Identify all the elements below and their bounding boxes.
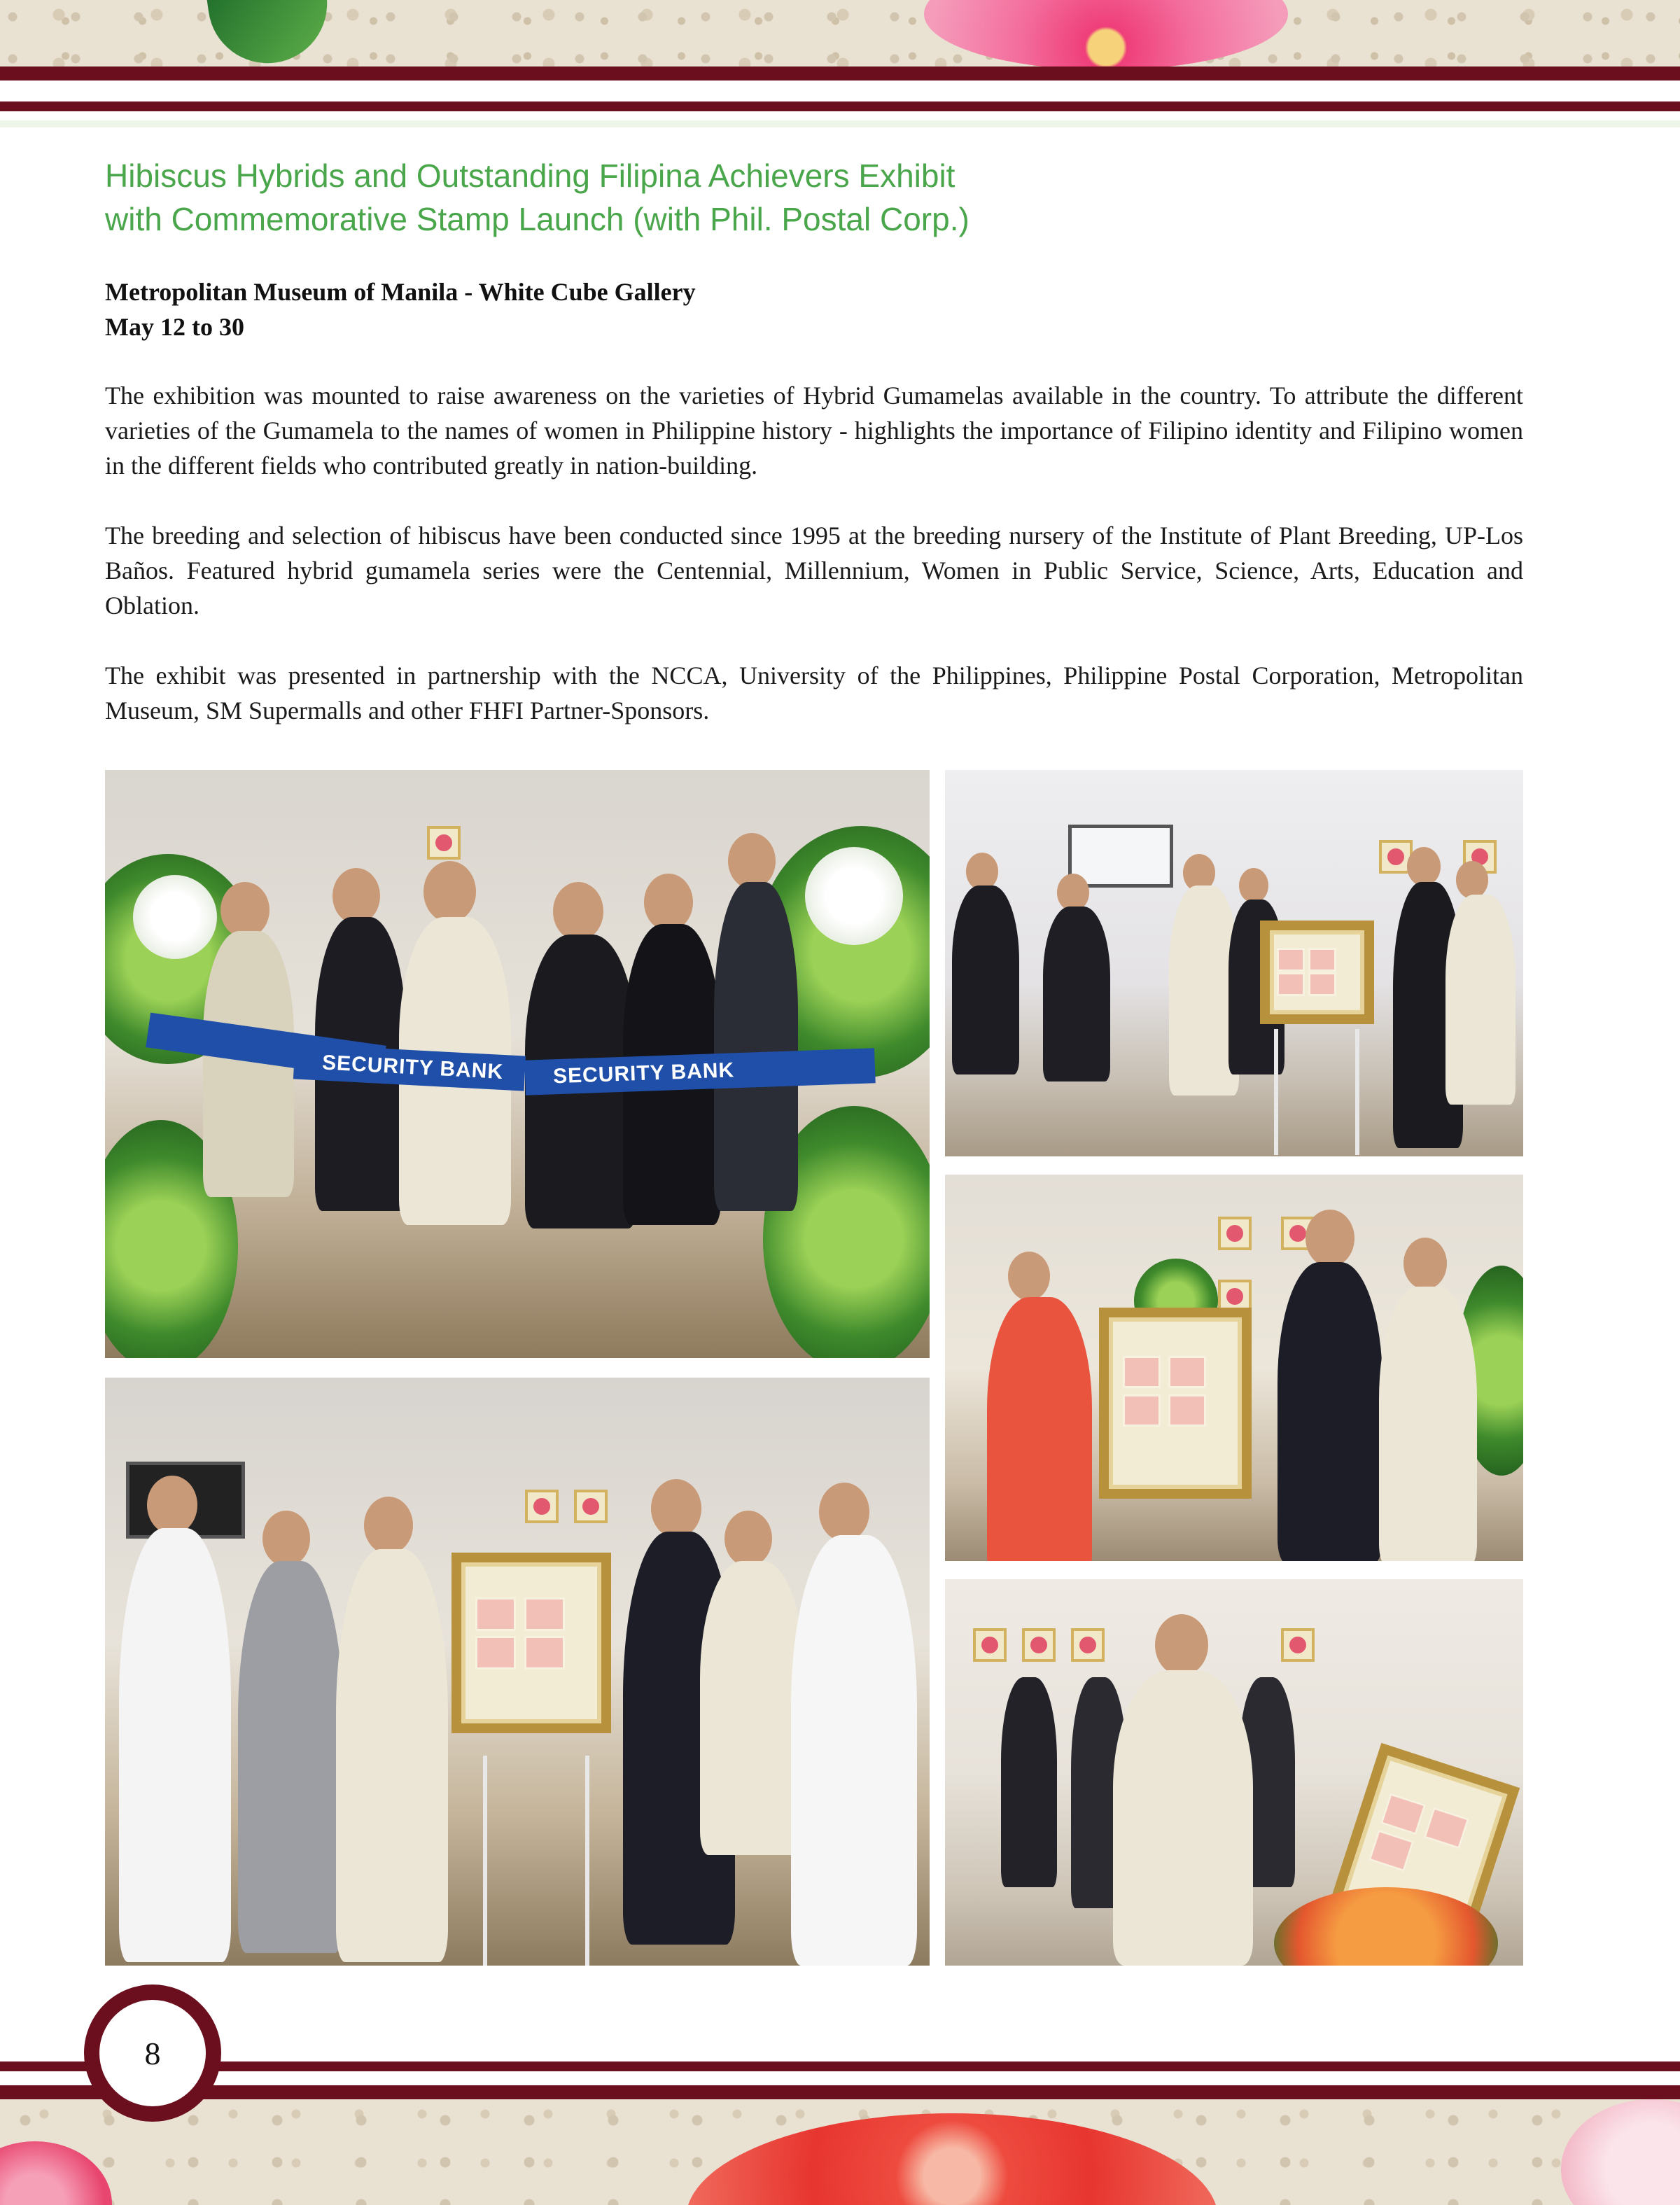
stamp: [1123, 1394, 1161, 1427]
framed-artwork: [1071, 1628, 1105, 1662]
event-details: [105, 274, 1505, 344]
person: [1001, 1677, 1057, 1887]
person-head: [364, 1497, 413, 1554]
person-head: [424, 861, 476, 923]
article-title: [105, 154, 1295, 241]
stamp: [524, 1636, 565, 1670]
stamp: [524, 1597, 565, 1631]
photo-ribbon-cutting: [105, 770, 930, 1358]
photo-speaker-interview: [945, 1579, 1523, 1966]
person-head: [819, 1483, 869, 1541]
person-head: [1456, 861, 1488, 899]
body-paragraph: The exhibit was presented in partnership with the NCCA, University of the Philippines, Philippine Postal Corporation, Metropolitan Museum, SM Supermalls and other FHFI Partner-Sponsors.: [105, 662, 1523, 724]
footer-stripe-gap: [0, 2071, 1680, 2085]
footer-stripe: [0, 2062, 1680, 2071]
person: [119, 1528, 231, 1962]
person-head: [262, 1511, 310, 1567]
white-flowers: [133, 875, 217, 959]
person-head: [1404, 1238, 1447, 1289]
person-head: [1057, 874, 1089, 911]
stamp: [1168, 1356, 1206, 1388]
stamp: [1277, 948, 1305, 972]
body-paragraph: The exhibition was mounted to raise awareness on the varieties of Hybrid Gumamelas available in the country. To attribute the different varieties of the Gumamela to the names of women in Philippine history - highlights the importance of Filipino identity and Filipino women in the different fields who contributed greatly in nation-building.: [105, 382, 1523, 479]
sponsor-ribbon: SECURITY BANK: [524, 1048, 875, 1095]
framed-stamp-sheet: [451, 1553, 611, 1733]
article-title-line-1: Hibiscus Hybrids and Outstanding Filipina Achievers Exhibit: [105, 158, 955, 194]
person-head: [1306, 1210, 1354, 1267]
person-head: [728, 833, 776, 889]
page-number-badge: [84, 1984, 221, 2122]
article-title-line-2: with Commemorative Stamp Launch (with Phil. Postal Corp.): [105, 201, 969, 237]
stamp: [1308, 948, 1336, 972]
photo-stamp-presentation: [945, 770, 1523, 1156]
person-head: [644, 874, 693, 931]
person: [1379, 1287, 1477, 1561]
stamp: [475, 1597, 516, 1631]
stamp: [1424, 1807, 1470, 1849]
person: [238, 1561, 343, 1953]
white-flowers: [805, 847, 903, 945]
framed-artwork: [1218, 1217, 1252, 1250]
footer-stripe: [0, 2085, 1680, 2099]
person: [714, 882, 798, 1211]
person: [1043, 906, 1110, 1082]
stamp: [1308, 972, 1336, 996]
sponsor-ribbon: SECURITY BANK: [293, 1044, 526, 1091]
body-paragraph: The breeding and selection of hibiscus have been conducted since 1995 at the breeding nursery of the Institute of Plant Breeding, UP-Los Baños. Featured hybrid gumamela series were the Centennial, Millennium, Women in Public Service, Science, Arts, Education and Oblation.: [105, 522, 1523, 620]
person-head: [147, 1476, 197, 1534]
page-number: 8: [144, 2035, 161, 2071]
framed-artwork: [574, 1490, 608, 1523]
stamp: [1380, 1793, 1427, 1835]
stamp: [1123, 1356, 1161, 1388]
person-head: [724, 1511, 772, 1567]
person-head: [553, 882, 603, 941]
footer-decorative-band: [0, 2099, 1680, 2205]
person: [1278, 1262, 1382, 1561]
person-head: [966, 853, 998, 890]
framed-artwork: [973, 1628, 1007, 1662]
person: [952, 886, 1019, 1074]
header-stripe-gap: [0, 80, 1680, 102]
person-head: [1407, 847, 1441, 886]
framed-artwork: [427, 826, 461, 860]
photo-group-with-stamps: [105, 1378, 930, 1966]
easel: [1274, 1029, 1359, 1155]
header-stripe: [0, 66, 1680, 80]
framed-artwork: [525, 1490, 559, 1523]
person-head: [220, 882, 270, 938]
event-venue: Metropolitan Museum of Manila - White Cube Gallery: [105, 278, 696, 306]
person-head: [1155, 1614, 1208, 1676]
framed-artwork: [1281, 1628, 1315, 1662]
header-stripe: [0, 102, 1680, 111]
person: [1446, 895, 1516, 1105]
person-head: [1008, 1252, 1050, 1301]
photo-stamp-display: [945, 1175, 1523, 1561]
framed-artwork: [1022, 1628, 1056, 1662]
event-dates: May 12 to 30: [105, 313, 244, 341]
framed-stamp-sheet: [1260, 920, 1374, 1024]
stamp: [1368, 1830, 1415, 1872]
stamp: [1277, 972, 1305, 996]
framed-stamp-sheet: [1099, 1308, 1252, 1499]
person: [336, 1549, 448, 1962]
person: [987, 1297, 1092, 1561]
header-stripe-light: [0, 120, 1680, 127]
stamp: [475, 1636, 516, 1670]
person-head: [332, 868, 380, 924]
person: [700, 1561, 805, 1855]
person-head: [1239, 868, 1268, 903]
stamp: [1168, 1394, 1206, 1427]
header-decorative-band: [0, 0, 1680, 66]
person: [791, 1535, 917, 1966]
person: [1113, 1670, 1253, 1966]
person-head: [651, 1479, 701, 1538]
easel: [483, 1756, 589, 1966]
